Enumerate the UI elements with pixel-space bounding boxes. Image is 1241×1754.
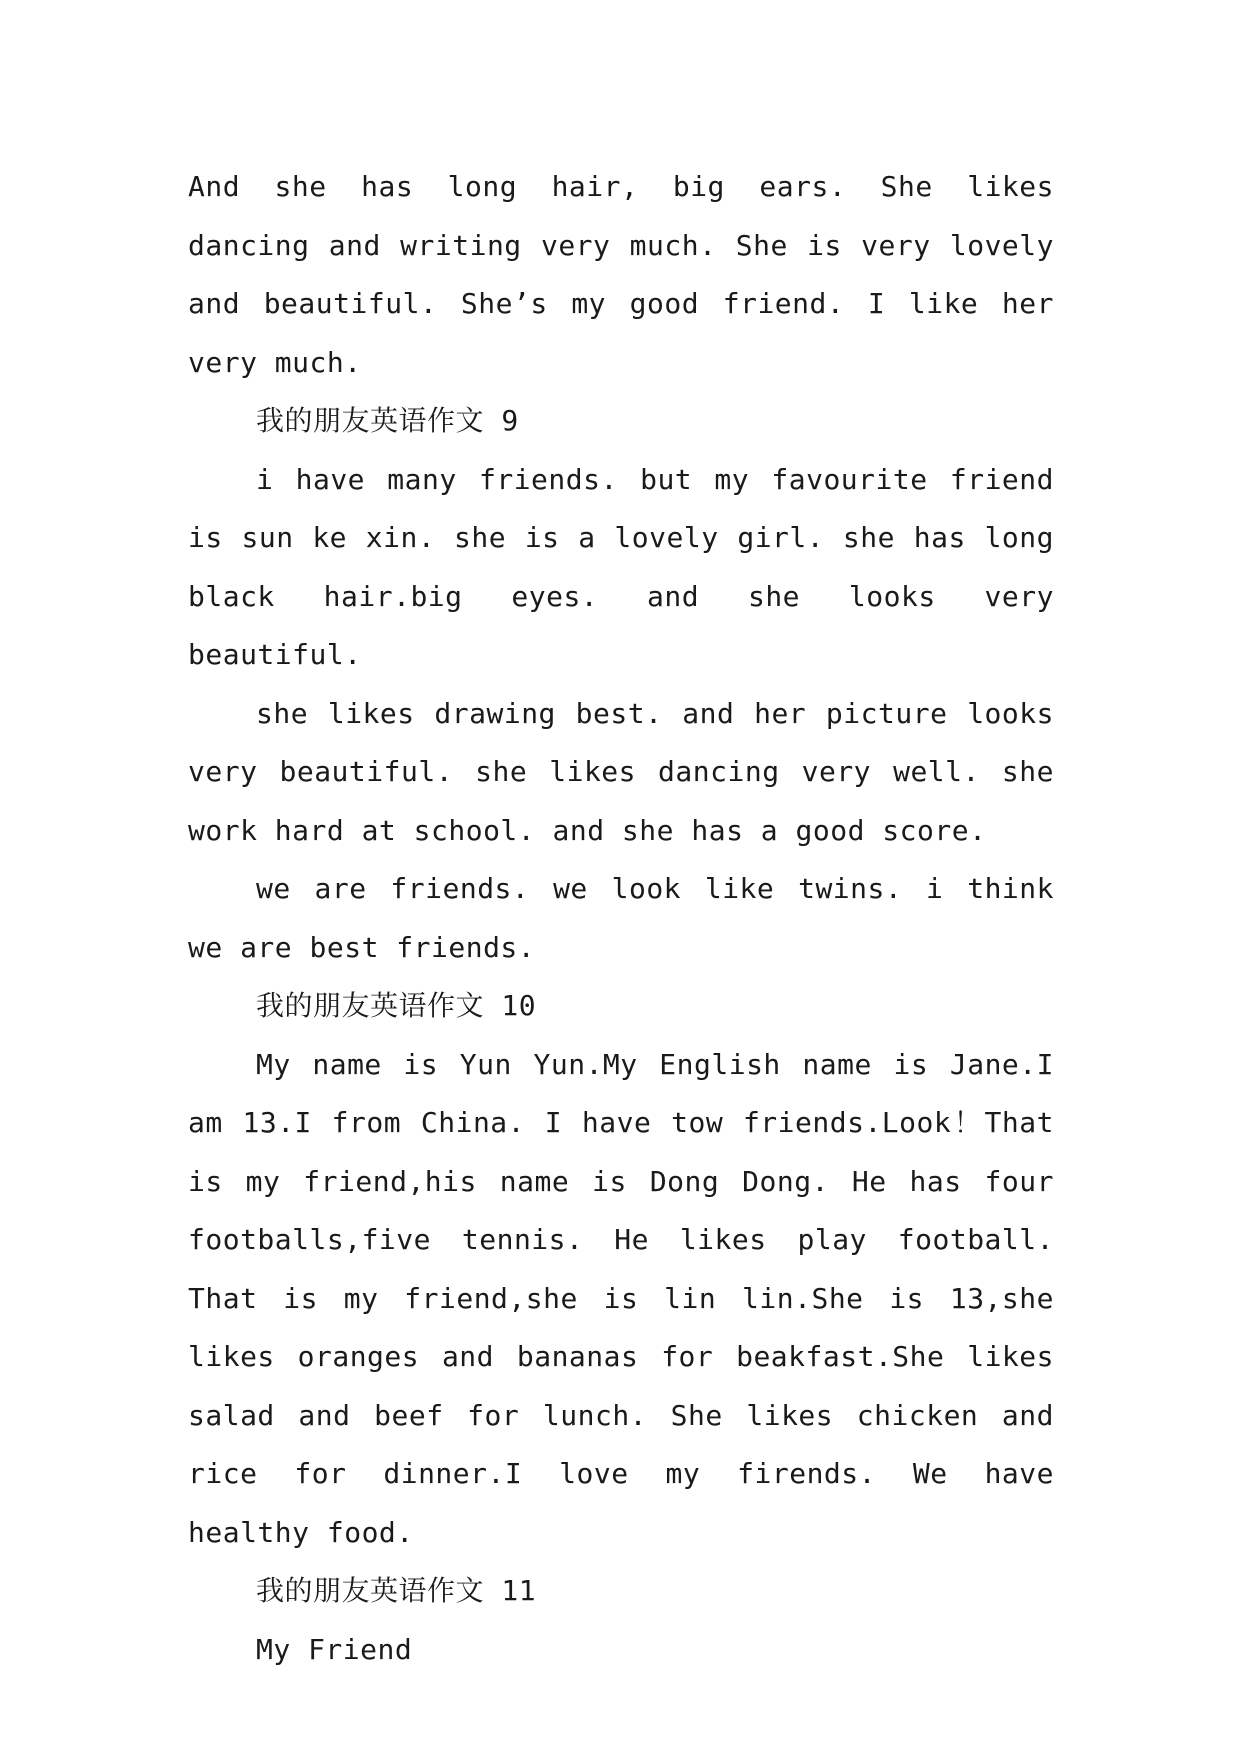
paragraph-essay-9-conclusion: we are friends. we look like twins. i think we are best friends.: [188, 872, 1054, 964]
paragraph-essay-9-hobbies: she likes drawing best. and her picture looks very beautiful. she likes dancing very well. she work hard at school. and she has a good score.: [188, 696, 1054, 847]
essay-heading-11: 我的朋友英语作文 11: [256, 1574, 537, 1607]
essay-heading-10: 我的朋友英语作文 10: [256, 989, 537, 1022]
paragraph-essay-10-body: My name is Yun Yun.My English name is Jane.I am 13.I from China. I have tow friends.Look！That is my friend,his name is Dong Dong. He has four footballs,five tennis. He likes play football. That is my friend,she is lin lin.She is 13,she likes oranges and bananas for beakfast.She likes salad and beef for lunch. She likes chicken and rice for dinner.I love my firends. We have healthy food.: [188, 1047, 1054, 1549]
essay-heading-9: 我的朋友英语作文 9: [256, 404, 519, 437]
paragraph-friend-description: And she has long hair, big ears. She likes dancing and writing very much. She is very lovely and beautiful. She’s my good friend. I like her very much.: [188, 170, 1054, 379]
paragraph-essay-9-intro: i have many friends. but my favourite friend is sun ke xin. she is a lovely girl. she has long black hair.big eyes. and she looks very beautiful.: [188, 462, 1054, 671]
document-page: [188, 158, 1054, 1679]
essay-11-title: My Friend: [256, 1632, 413, 1666]
